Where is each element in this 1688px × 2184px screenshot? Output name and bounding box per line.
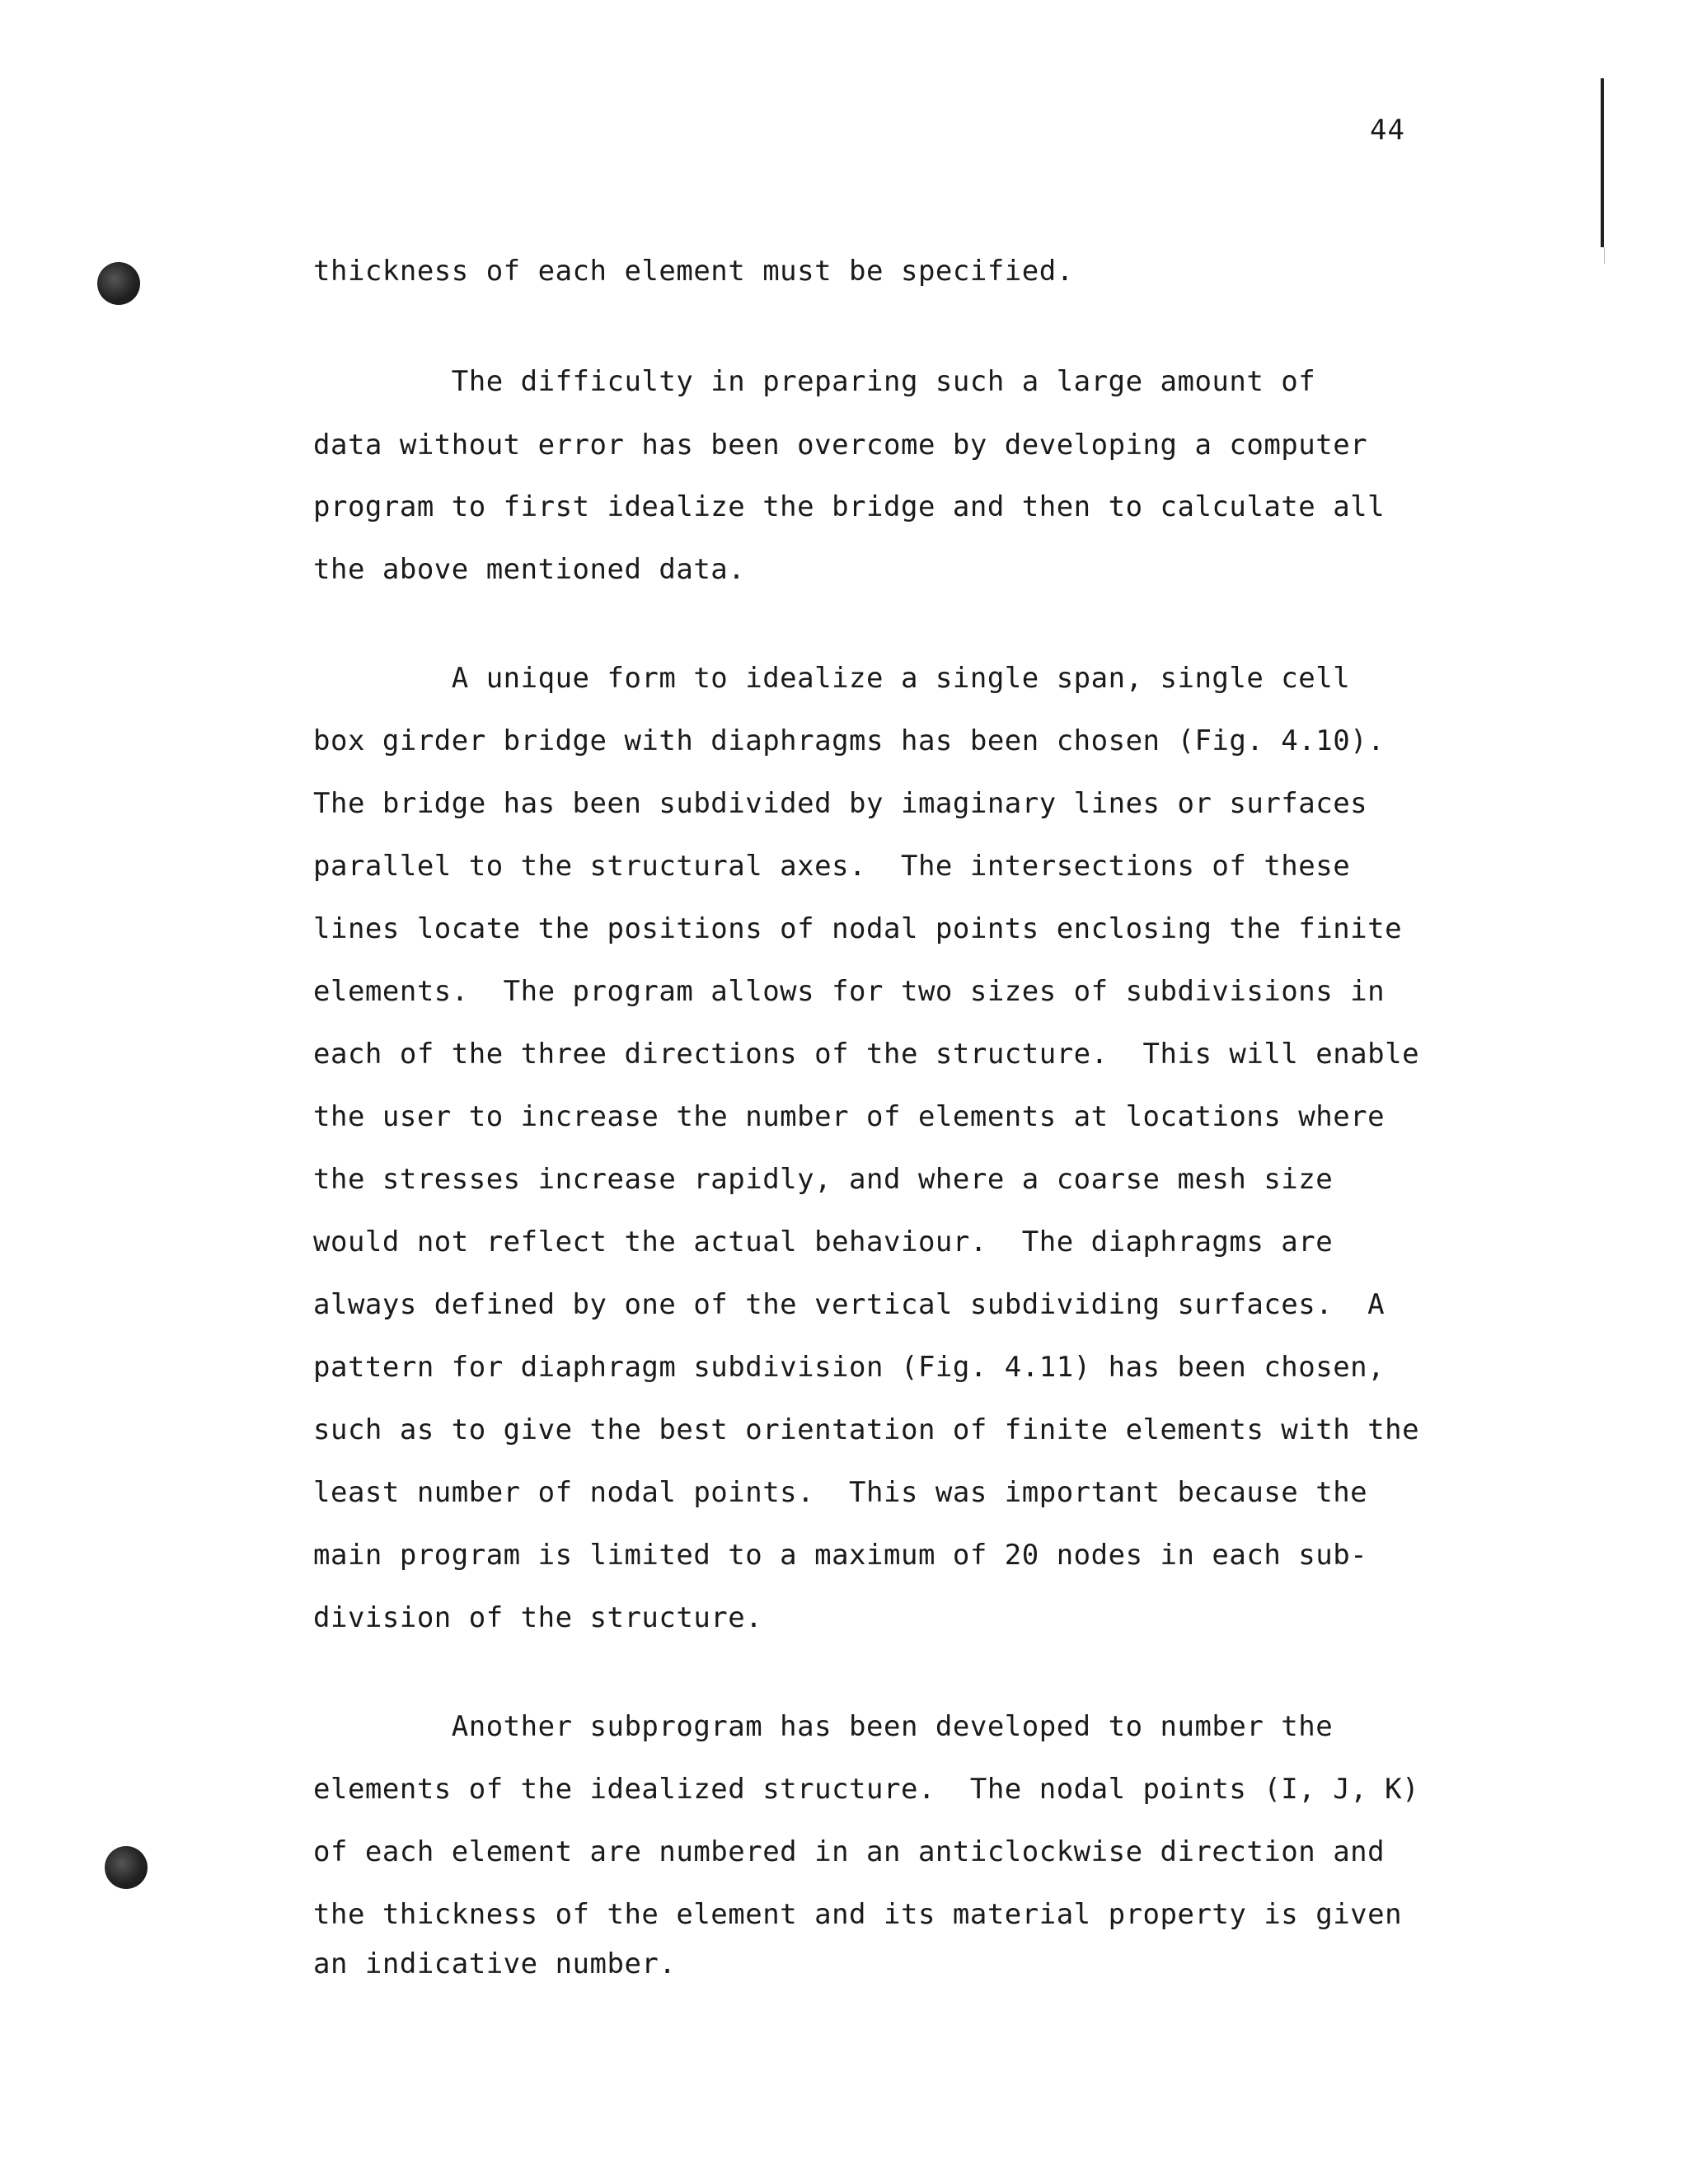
page-number: 44 [1370, 114, 1405, 147]
text-line: the user to increase the number of elements at locations where [313, 1100, 1386, 1133]
text-line: would not reflect the actual behaviour. The diaphragms are [313, 1226, 1334, 1258]
text-line: elements. The program allows for two sizes of subdivisions in [313, 975, 1386, 1008]
binder-hole-icon [97, 262, 140, 305]
text-line: of each element are numbered in an anticlockwise direction and [313, 1835, 1386, 1868]
page-edge-rule-faint [1604, 247, 1605, 264]
text-line: the stresses increase rapidly, and where a coarse mesh size [313, 1163, 1334, 1196]
text-line: data without error has been overcome by developing a computer [313, 429, 1368, 462]
text-line: pattern for diaphragm subdivision (Fig. 4.11) has been chosen, [313, 1351, 1386, 1384]
text-line: main program is limited to a maximum of 20 nodes in each sub- [313, 1539, 1368, 1572]
text-line: such as to give the best orientation of finite elements with the [313, 1413, 1420, 1446]
text-line: elements of the idealized structure. The nodal points (I, J, K) [313, 1773, 1420, 1806]
binder-hole-icon [105, 1846, 148, 1889]
text-line: the thickness of the element and its material property is given [313, 1898, 1403, 1931]
text-line: each of the three directions of the structure. This will enable [313, 1038, 1420, 1071]
text-line: box girder bridge with diaphragms has been chosen (Fig. 4.10). [313, 724, 1386, 757]
text-line: always defined by one of the vertical subdividing surfaces. A [313, 1288, 1386, 1321]
text-line: thickness of each element must be specified. [313, 255, 1074, 288]
text-line: A unique form to idealize a single span, single cell [313, 662, 1351, 695]
text-line: the above mentioned data. [313, 553, 746, 586]
text-line: program to first idealize the bridge and then to calculate all [313, 490, 1386, 523]
text-line: parallel to the structural axes. The intersections of these [313, 850, 1351, 883]
text-line: lines locate the positions of nodal points enclosing the finite [313, 912, 1403, 945]
text-line: Another subprogram has been developed to number the [313, 1710, 1334, 1743]
text-line: The bridge has been subdivided by imaginary lines or surfaces [313, 787, 1368, 820]
text-line: an indicative number. [313, 1947, 677, 1980]
text-line: least number of nodal points. This was important because the [313, 1476, 1368, 1509]
text-line: division of the structure. [313, 1601, 763, 1634]
page-edge-rule [1601, 78, 1604, 247]
text-line: The difficulty in preparing such a large amount of [313, 365, 1316, 398]
